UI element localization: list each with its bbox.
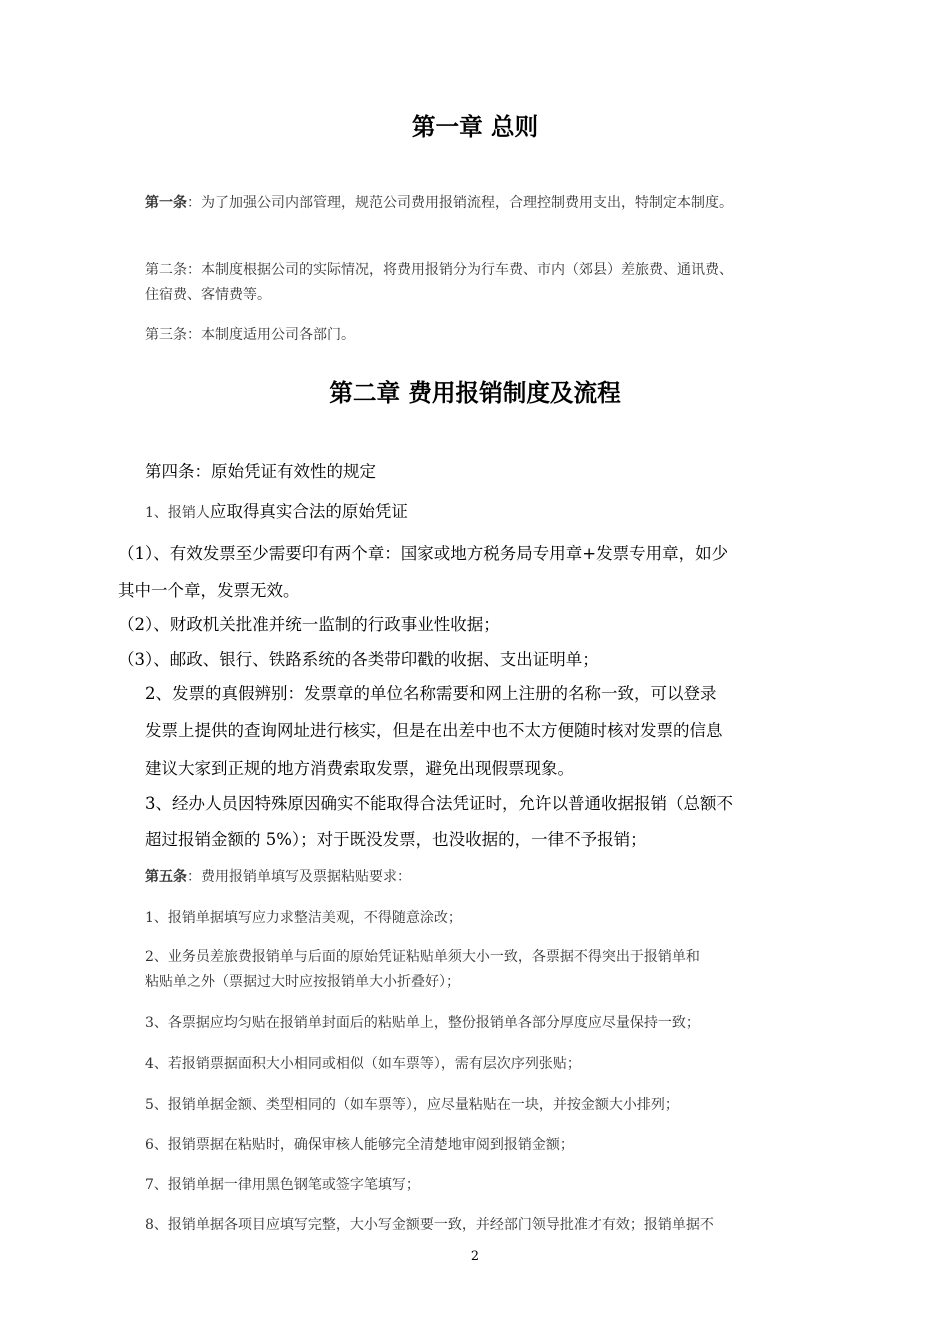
article-4-sub-1-line-2: 其中一个章，发票无效。 bbox=[118, 581, 300, 600]
article-5-item-6: 6、报销票据在粘贴时，确保审核人能够完全清楚地审阅到报销金额； bbox=[145, 1137, 574, 1153]
article-5-item-3: 3、各票据应均匀贴在报销单封面后的粘贴单上，整份报销单各部分厚度应尽量保持一致； bbox=[145, 1015, 700, 1031]
article-5-text: ：费用报销单填写及票据粘贴要求： bbox=[187, 869, 411, 885]
article-5-title bbox=[145, 866, 411, 886]
article-5-item-8: 8、报销单据各项目应填写完整，大小写金额要一致，并经部门领导批准才有效；报销单据不 bbox=[145, 1217, 714, 1233]
chapter-2-title: 第二章 费用报销制度及流程 bbox=[329, 379, 621, 407]
article-4-item-2-line-1: 2、发票的真假辨别：发票章的单位名称需要和网上注册的名称一致，可以登录 bbox=[145, 684, 717, 703]
article-5-item-7: 7、报销单据一律用黑色钢笔或签字笔填写； bbox=[145, 1177, 420, 1193]
page-number: 2 bbox=[470, 1249, 480, 1264]
article-1-text: ：为了加强公司内部管理，规范公司费用报销流程，合理控制费用支出，特制定本制度。 bbox=[187, 195, 733, 211]
article-4-item-2-line-3: 建议大家到正规的地方消费索取发票，避免出现假票现象。 bbox=[145, 759, 574, 778]
article-4-item-3-line-1: 3、经办人员因特殊原因确实不能取得合法凭证时，允许以普通收据报销（总额不 bbox=[145, 794, 733, 813]
article-4-sub-3: （3）、邮政、银行、铁路系统的各类带印戳的收据、支出证明单； bbox=[118, 650, 599, 669]
article-5-item-5: 5、报销单据金额、类型相同的（如车票等），应尽量粘贴在一块，并按金额大小排列； bbox=[145, 1097, 679, 1113]
article-4-sub-2: （2）、财政机关批准并统一监制的行政事业性收据； bbox=[118, 615, 500, 634]
article-4-item-1 bbox=[145, 498, 408, 522]
article-4-item-1-text: 应取得真实合法的原始凭证 bbox=[209, 502, 408, 521]
chapter-1-title: 第一章 总则 bbox=[411, 113, 539, 141]
article-5-item-2-line-2: 粘贴单之外（票据过大时应按报销单大小折叠好）； bbox=[145, 974, 460, 990]
article-5-item-4: 4、若报销票据面积大小相同或相似（如车票等），需有层次序列张贴； bbox=[145, 1056, 581, 1072]
article-2-line-1: 第二条：本制度根据公司的实际情况，将费用报销分为行车费、市内（郊县）差旅费、通讯费、 bbox=[145, 262, 733, 278]
article-5-label: 第五条 bbox=[145, 869, 187, 885]
article-4-item-1-prefix: 1、报销人 bbox=[145, 505, 210, 521]
article-4-item-3-line-2: 超过报销金额的 5%）；对于既没发票，也没收据的，一律不予报销； bbox=[145, 830, 647, 849]
article-3: 第三条：本制度适用公司各部门。 bbox=[145, 327, 355, 343]
article-1 bbox=[145, 192, 733, 212]
article-4-title: 第四条：原始凭证有效性的规定 bbox=[145, 462, 376, 481]
article-5-item-2-line-1: 2、业务员差旅费报销单与后面的原始凭证粘贴单须大小一致，各票据不得突出于报销单和 bbox=[145, 949, 700, 965]
article-4-item-2-line-2: 发票上提供的查询网址进行核实，但是在出差中也不太方便随时核对发票的信息 bbox=[145, 721, 723, 740]
article-2-line-2: 住宿费、客情费等。 bbox=[145, 287, 271, 303]
article-5-item-1: 1、报销单据填写应力求整洁美观，不得随意涂改； bbox=[145, 910, 462, 926]
article-1-label: 第一条 bbox=[145, 195, 187, 211]
article-4-sub-1-line-1: （1）、有效发票至少需要印有两个章：国家或地方税务局专用章+发票专用章，如少 bbox=[118, 544, 729, 563]
